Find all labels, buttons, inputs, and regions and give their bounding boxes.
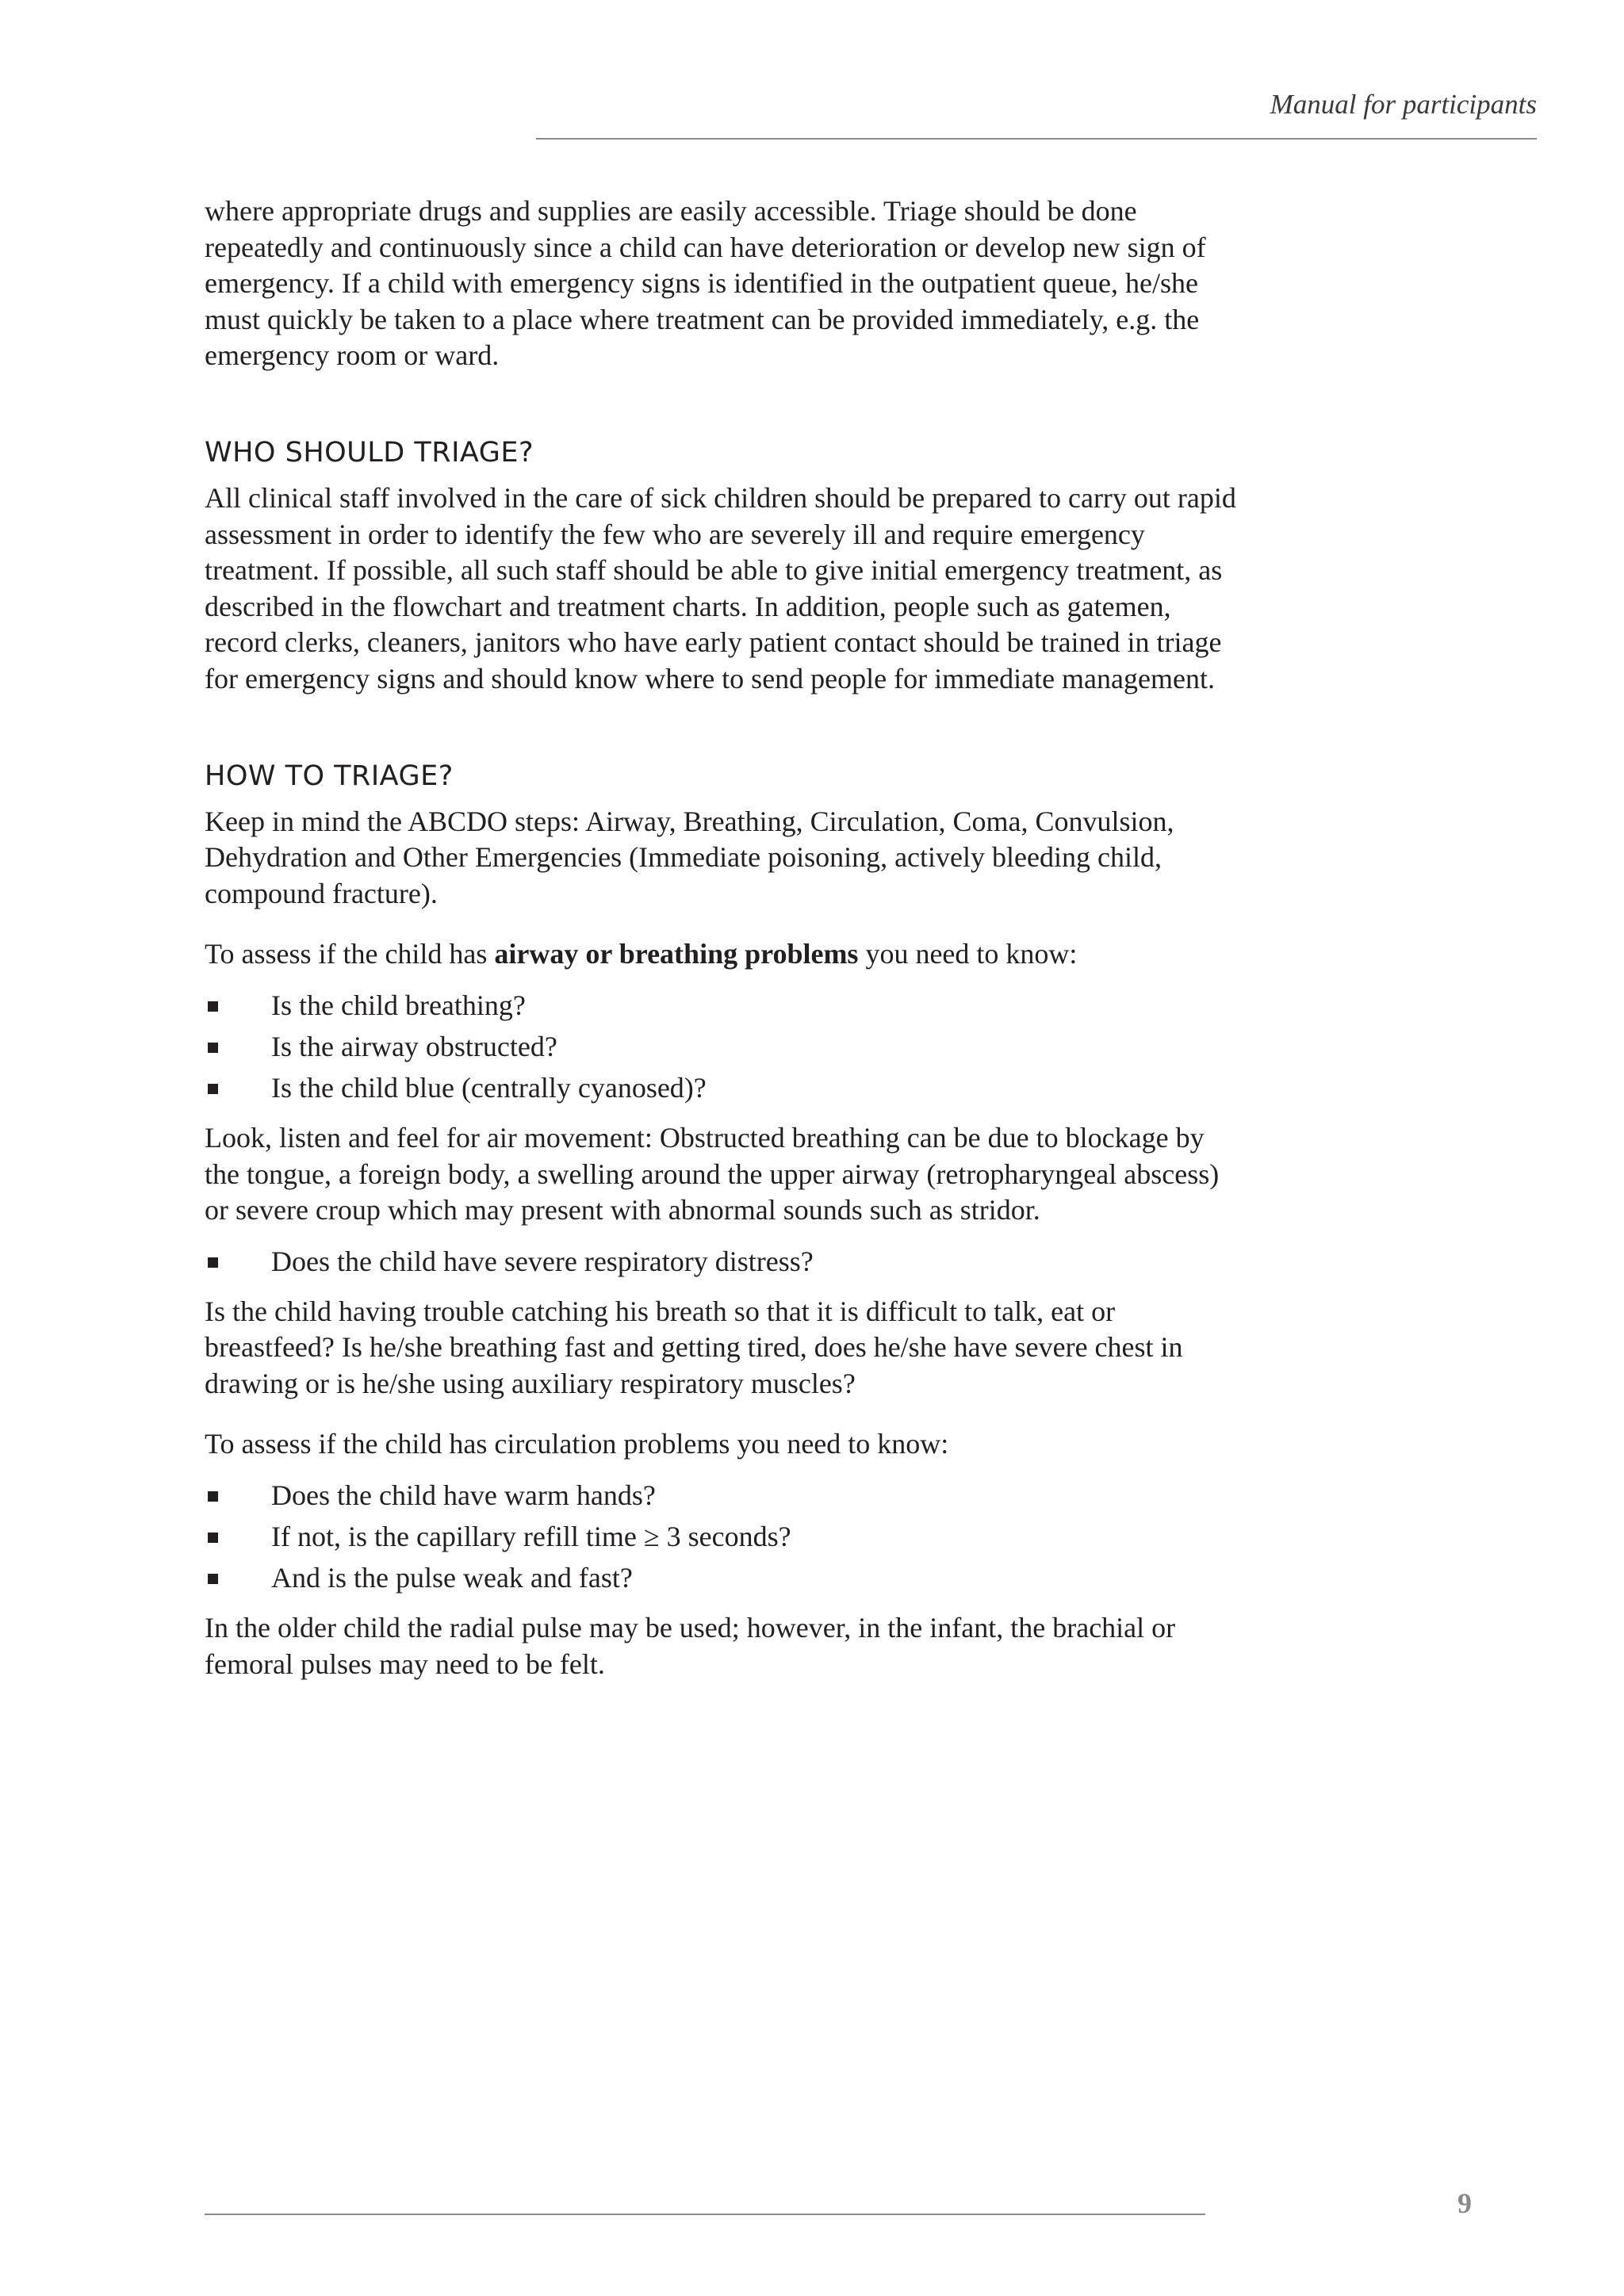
footer-rule	[205, 2214, 1205, 2215]
bullet-square-icon	[208, 1257, 218, 1268]
circulation-intro-paragraph: To assess if the child has circulation problems you need to know:	[205, 1428, 949, 1460]
list-item	[205, 1241, 1243, 1282]
list-item	[205, 985, 1243, 1026]
pulse-paragraph: In the older child the radial pulse may be used; however, in the infant, the brachial or femoral pulses may need to be felt.	[205, 1612, 1176, 1680]
airway-intro-paragraph	[205, 936, 1243, 973]
bullet-square-icon	[208, 1043, 218, 1053]
airway-questions-list	[205, 985, 1243, 1108]
list-item-text: Does the child have severe respiratory distress?	[271, 1245, 814, 1277]
abcdo-paragraph: Keep in mind the ABCDO steps: Airway, Breathing, Circulation, Coma, Convulsion, Dehydration and Other Emergencies (Immediate poisoning, actively bleeding child, compound fracture).	[205, 805, 1174, 909]
list-item	[205, 1516, 1243, 1557]
list-item	[205, 1475, 1243, 1516]
list-item-text: If not, is the capillary refill time ≥ 3 seconds?	[271, 1521, 791, 1553]
list-item-text: Is the child blue (centrally cyanosed)?	[271, 1071, 707, 1104]
running-header-title: Manual for participants	[1270, 89, 1537, 120]
list-item-text: Does the child have warm hands?	[271, 1479, 656, 1512]
distress-paragraph: Is the child having trouble catching his breath so that it is difficult to talk, eat or breastfeed? Is he/she breathing fast and getting tired, does he/she have severe chest in drawing or is he/she using auxiliary respiratory muscles?	[205, 1295, 1183, 1399]
airway-intro-tail: you need to know:	[858, 938, 1078, 970]
distress-questions-list	[205, 1241, 1243, 1282]
intro-paragraph: where appropriate drugs and supplies are easily accessible. Triage should be done repeatedly and continuously since a child can have deterioration or develop new sign of emergency. If a child with emergency signs is identified in the outpatient queue, he/she must quickly be taken to a place where treatment can be provided immediately, e.g. the emergency room or ward.	[205, 195, 1206, 372]
how-to-triage-heading: HOW TO TRIAGE?	[205, 760, 454, 792]
header-rule	[536, 138, 1537, 140]
list-item	[205, 1067, 1243, 1108]
look-listen-paragraph: Look, listen and feel for air movement: Obstructed breathing can be due to blockage by the tongue, a foreign body, a swelling around the upper airway (retropharyngeal abscess) or severe croup which may present with abnormal sounds such as stridor.	[205, 1121, 1220, 1226]
airway-intro-emphasis: airway or breathing problems	[494, 938, 859, 970]
airway-intro-text: To assess if the child has	[205, 938, 495, 970]
page-number: 9	[1457, 2187, 1472, 2219]
list-item-text: And is the pulse weak and fast?	[271, 1562, 633, 1594]
bullet-square-icon	[208, 1001, 218, 1012]
list-item	[205, 1026, 1243, 1067]
bullet-square-icon	[208, 1491, 218, 1502]
circulation-questions-list	[205, 1475, 1243, 1598]
who-should-triage-heading: WHO SHOULD TRIAGE?	[205, 436, 534, 469]
bullet-square-icon	[208, 1574, 218, 1584]
who-should-triage-paragraph: All clinical staff involved in the care of sick children should be prepared to carry out rapid assessment in order to identify the few who are severely ill and require emergency treatment. If possible, all such staff should be able to give initial emergency treatment, as described in the flowchart and treatment charts. In addition, people such as gatemen, record clerks, cleaners, janitors who have early patient contact should be trained in triage for emergency signs and should know where to send people for immediate management.	[205, 481, 1236, 695]
bullet-square-icon	[208, 1533, 218, 1543]
list-item-text: Is the airway obstructed?	[271, 1030, 557, 1062]
page-body	[205, 193, 1243, 1682]
list-item-text: Is the child breathing?	[271, 989, 526, 1021]
list-item	[205, 1557, 1243, 1598]
bullet-square-icon	[208, 1084, 218, 1094]
